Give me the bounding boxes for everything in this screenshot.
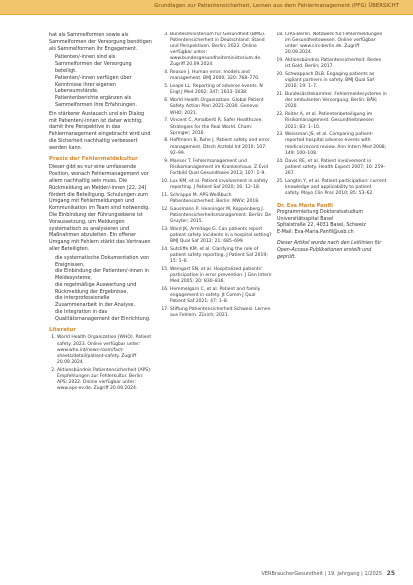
column-1 (49, 32, 153, 568)
closing-paragraph: Ein stärkerer Austausch und ein Dialog mit Patienten/-innen ist daher wichtig, damit ihre Perspektive in das Fehlermanagement eingebracht wird und die Sicherheit nachhaltig verbessert werden kann. (49, 110, 151, 151)
reference-item: 17. Stiftung Patientensicherheit Schweiz. Lernen aus Fehlern. Zürich; 2021. (170, 307, 272, 319)
reference-item: 13. Ward JK, Armitage G. Can patients report patient safety incidents in a hospital setting? BMJ Qual Saf 2012; 21: 685–699. (170, 227, 272, 245)
reference-item: 7. Vincent C, Amalberti R. Safer Healthcare. Strategies for the Real World. Cham: Springer; 2016. (170, 118, 272, 136)
column-2 (162, 32, 272, 568)
section-heading-practice: Praxis der Fehlermeldekultur (49, 155, 138, 162)
reference-item: 25. Longtin Y, et al. Patient participation: current knowledge and applicability to patient safety. Mayo Clin Proc 2010; 85: 53–62. (285, 179, 387, 197)
bottom-bullet-list (49, 255, 153, 323)
reference-item: 1. World Health Organization (WHO). Patient safety. 2023. Online verfügbar unter: www.who.int/news-room/fact-sheets/detail/patient-safety. Zugriff 20.09.2024. (57, 335, 153, 365)
reference-list-col2 (162, 32, 272, 319)
bullet-item: • die Einbindung der Patienten/-innen in Meldesysteme, (55, 268, 153, 282)
reference-item: 16. Hemmelgarn C, et al. Patient and family engagement in safety. Jt Comm J Qual Patient Saf 2021; 47: 1–8. (170, 287, 272, 305)
reference-item: 24. Davis RE, et al. Patient involvement in patient safety. Health Expect 2007; 10: 259–267. (285, 159, 387, 177)
top-bullet-list (49, 54, 153, 108)
bullet-item: • Patientenberichte ergänzen als Sammelformen ihre Erfahrungen. (55, 95, 153, 109)
reference-item: 22. Reiter A, et al. Patientenbeteiligung im Risikomanagement. Gesundheitswesen 2021; 83: 1–10. (285, 112, 387, 130)
reference-item: 4. Reason J. Human error: models and management. BMJ 2000; 320: 768–770. (170, 70, 272, 82)
reference-item: 3. Bundesministerium für Gesundheit (BMG). Patientensicherheit in Deutschland: Stand und Perspektiven. Berlin; 2022. Online verfügbar unter: www.bundesgesundheitsministerium.de. Zugriff 20.09.2024. (170, 32, 272, 69)
reference-list-col3 (277, 32, 387, 197)
journal-info: VERBraucherGesundheit | 19. Jahrgang | 1/2025 (261, 571, 383, 577)
reference-item: 8. Hoffmann B, Rohe J. Patient safety and error management. Dtsch Arztebl Int 2010; 107: 92–99. (170, 138, 272, 156)
author-email[interactable]: E-Mail: Eva-Maria.Panfil@usb.ch (277, 230, 354, 236)
practice-paragraph: Dieser gibt es nur eine umfassende Position, wonach Fehlermanagement vor allem nachhaltig sein muss. Die Rückmeldung an Melder/-innen [22, 24] fördert die Beteiligung. Schulungen zum Umgang mit Fehlermeldungen und Kommunikation im Team sind notwendig. Die Einbindung der Führungsebene ist Voraussetzung, um Meldungen systematisch zu analysieren und Maßnahmen abzuleiten. Ein offener Umgang mit Fehlern stärkt das Vertrauen aller Beteiligten. (49, 164, 151, 252)
header-bar (0, 0, 413, 15)
reference-item: 23. Weissman JS, et al. Comparing patient-reported hospital adverse events with medical record review. Ann Intern Med 2008; 149: 100–108. (285, 132, 387, 156)
reference-item: 2. Aktionsbündnis Patientensicherheit (APS). Empfehlungen zur Fehlerkultur. Berlin: APS; 2022. Online verfügbar unter: www.aps-ev.de. Zugriff 20.09.2024. (57, 368, 153, 392)
reference-item: 21. Bundesärztekammer. Fehlermeldesysteme in der ambulanten Versorgung. Berlin: BÄK; 2020. (285, 92, 387, 110)
page-number: 25 (386, 570, 395, 577)
bullet-item: • Patienten/-innen verfügen über Kenntnisse ihrer eigenen Lebensumstände. (55, 75, 153, 95)
reference-item: 5. Leape LL. Reporting of adverse events. N Engl J Med 2002; 347: 1633–1638. (170, 84, 272, 96)
bullet-item: • die regelmäßige Auswertung und Rückmeldung der Ergebnisse, (55, 282, 153, 296)
author-affiliation: Programmleitung Doktoratsstudium (277, 209, 364, 215)
reference-item: 14. Sutcliffe KM, et al. Clarifying the role of patient safety reporting. J Patient Saf 2019; 15: 1–6. (170, 247, 272, 265)
reference-item: 15. Weingart SN, et al. Hospitalized patients' participation in error prevention. J Gen Intern Med 2005; 20: 830–836. (170, 267, 272, 285)
reference-item: 6. World Health Organization. Global Patient Safety Action Plan 2021–2030. Geneva: WHO; 2021. (170, 98, 272, 116)
bullet-item: • Patienten/-innen sind als Sammelformen der Versorgung beteiligt. (55, 54, 153, 74)
author-name: Dr. Eva Maria Panfil (277, 202, 333, 209)
reference-item: 11. Schrappe M. APS-Weißbuch Patientensicherheit. Berlin: MWV; 2018. (170, 193, 272, 205)
literature-heading: Literatur (49, 326, 76, 333)
publication-note: Dieser Artikel wurde nach den Leitlinien für Open-Access-Publikationen erstellt und geprüft. (277, 240, 382, 260)
reference-item: 19. Aktionsbündnis Patientensicherheit. Reden ist Gold. Berlin; 2017. (285, 58, 387, 70)
reference-item: 12. Gausmann P, Henninger M, Koppenberg J. Patientensicherheitsmanagement. Berlin: De Gruyter; 2015. (170, 207, 272, 225)
reference-item: 9. Manser T. Fehlermanagement und Risikomanagement im Krankenhaus. Z Evid Fortbild Qual Gesundhwes 2013; 107: 1–9. (170, 159, 272, 177)
intro-paragraph: hat als Sammelformen sowie als Sammelformen der Versorgung benötigen als Sammelformen ihr Engagement. (49, 32, 152, 52)
bullet-item: • die Integration in das Qualitätsmanagement der Einrichtung. (55, 309, 153, 323)
running-header: Grundlagen zur Patientensicherheit, Lernen aus dem Fehlermanagement (PFG) ÜBERSICHT (154, 3, 399, 9)
reference-list-col1 (49, 335, 153, 392)
bullet-item: • die interprofessionelle Zusammenarbeit in der Analyse, (55, 295, 153, 309)
reference-item: 20. Schwappach DLB. Engaging patients as vigilant partners in safety. BMJ Qual Saf 2010; 19: 1–7. (285, 72, 387, 90)
reference-item: 18. CIRS-Berlin. Netzwerk für Fehlermeldungen im Gesundheitswesen. Online verfügbar unter: www.cirs-berlin.de. Zugriff 20.09.2024. (285, 32, 387, 56)
bullet-item: • die systematische Dokumentation von Ereignissen, (55, 255, 153, 269)
author-address: Spitalstraße 22, 4031 Basel, Schweiz (277, 223, 366, 229)
author-institution: Universitätsspital Basel (277, 216, 334, 222)
column-3 (277, 32, 387, 568)
page-footer (261, 570, 395, 577)
reference-item: 10. Lux KM, et al. Patient involvement in safety reporting. J Patient Saf 2020; 16: 12–18. (170, 179, 272, 191)
